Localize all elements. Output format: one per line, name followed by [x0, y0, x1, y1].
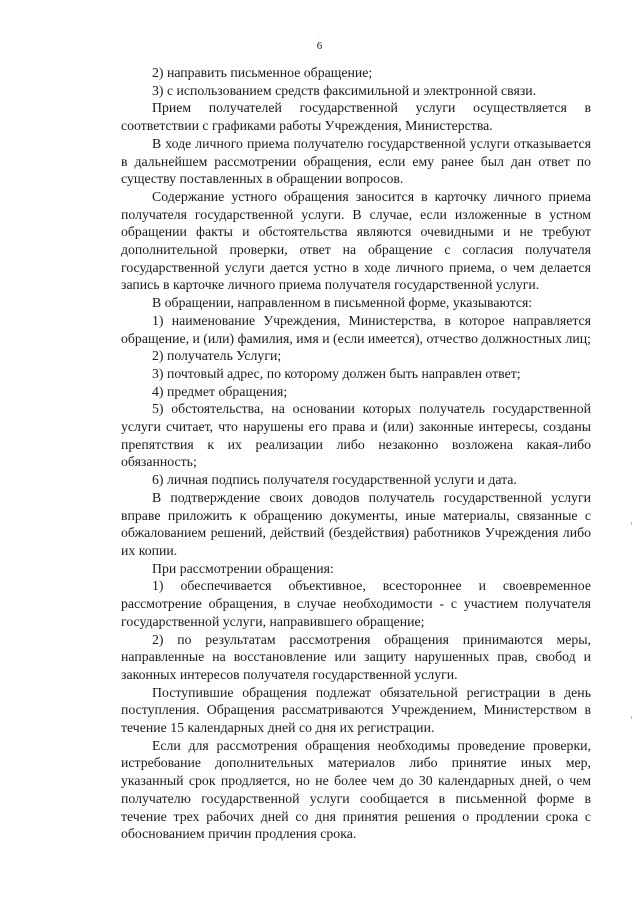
paragraph-extension: Если для рассмотрения обращения необходимы проведение проверки, истребование дополнительных материалов либо принятие иных мер, указанный срок продляется, но не более чем до 30 календарных дней, о чем получателю государственной услуги сообщается в письменной форме в течение трех рабочих дней со дня принятия решения о продлении срока с обоснованием причин продления срока.: [121, 737, 591, 842]
paragraph-item-6-signature: 6) личная подпись получателя государственной услуги и дата.: [152, 472, 517, 488]
paragraph-consideration-intro: При рассмотрении обращения:: [152, 560, 334, 576]
paragraph-supporting-documents: В подтверждение своих доводов получатель государственной услуги вправе приложить к обращению документы, иные материалы, связанные с обжалованием решений, действий (бездействия) работников Учреждения либо их копии.: [121, 489, 591, 558]
page-number: 6: [316, 40, 323, 52]
paragraph-item-5-circumstances: 5) обстоятельства, на основании которых получатель государственной услуги считает, что нарушены его права и (или) законные интересы, созданы препятствия к их реализации либо незаконно возложена какая-либо обязанность;: [121, 401, 591, 470]
paragraph-item-3-address: 3) почтовый адрес, по которому должен быть направлен ответ;: [152, 365, 521, 381]
scan-edge-mark: [631, 716, 632, 719]
paragraph-item-2-recipient: 2) получатель Услуги;: [152, 348, 282, 364]
paragraph-consideration-2: 2) по результатам рассмотрения обращения принимаются меры, направленные на восстановление или защиту нарушенных прав, свобод и законных интересов получателя государственной услуги.: [121, 631, 591, 682]
paragraph-consideration-1: 1) обеспечивается объективное, всестороннее и своевременное рассмотрение обращения, в случае необходимости - с участием получателя государственной услуги, направившего обращение;: [121, 578, 591, 629]
paragraph-item-4-subject: 4) предмет обращения;: [152, 383, 288, 399]
paragraph-item-1-institution: 1) наименование Учреждения, Министерства, в которое направляется обращение, и (или) фамилия, имя и (если имеется), отчество должностных лиц;: [121, 312, 591, 346]
document-body: [121, 64, 591, 843]
paragraph-send-written-appeal: 2) направить письменное обращение;: [152, 65, 373, 80]
paragraph-registration: Поступившие обращения подлежат обязательной регистрации в день поступления. Обращения рассматриваются Учреждением, Министерством в течение 15 календарных дней со дня их регистрации.: [121, 684, 591, 736]
scan-edge-mark: [631, 522, 632, 525]
paragraph-oral-appeal: Содержание устного обращения заносится в карточку личного приема получателя государственной услуги. В случае, если изложенные в устном обращении факты и обстоятельства являются очевидными и не требуют дополнительной проверки, ответ на обращение с согласия получателя государственной услуги дается устно в ходе личного приема, о чем делается запись в карточке личного приема получателя государственной услуги.: [121, 188, 591, 293]
paragraph-written-form-intro: В обращении, направленном в письменной форме, указываются:: [152, 295, 533, 311]
scan-speck: [318, 34, 319, 35]
paragraph-reception-schedule: Прием получателей государственной услуги осуществляется в соответствии с графиками работы Учреждения, Министерства.: [121, 100, 591, 134]
paragraph-refusal: В ходе личного приема получателю государственной услуги отказывается в дальнейшем рассмотрении обращения, если ему ранее был дан ответ по существу поставленных в обращении вопросов.: [121, 135, 591, 187]
paragraph-fax-electronic: 3) с использованием средств факсимильной и электронной связи.: [152, 82, 537, 98]
